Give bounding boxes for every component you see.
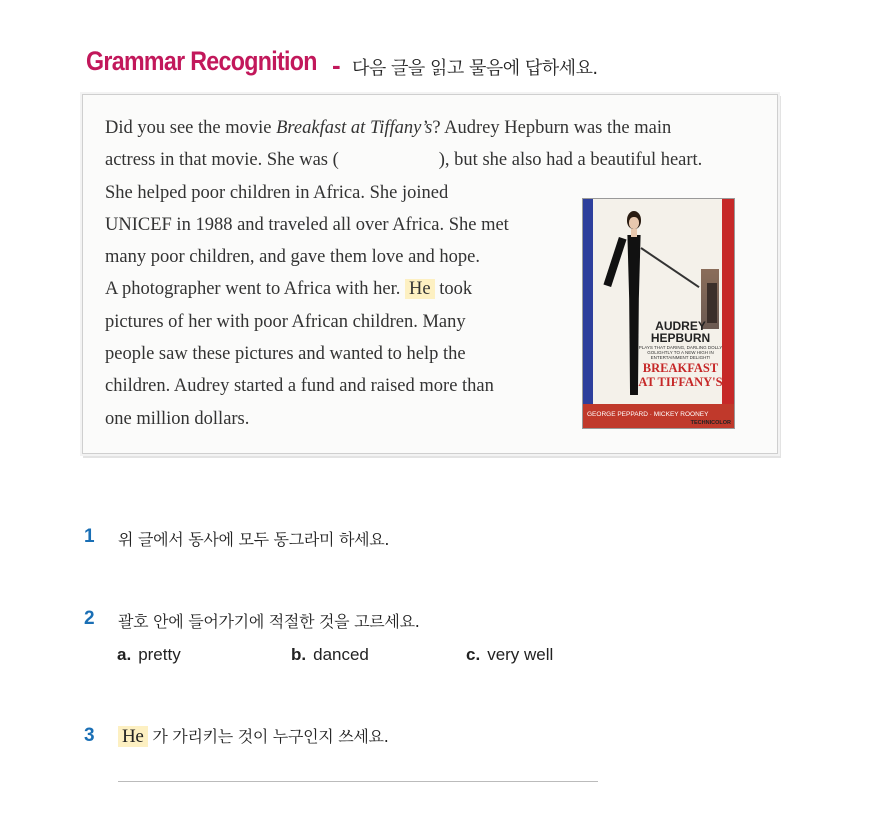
answer-line[interactable] xyxy=(118,781,598,782)
highlighted-he: He xyxy=(405,279,435,299)
passage-line: many poor children, and gave them love and hope. xyxy=(105,247,481,268)
passage-line: Did you see the movie Breakfast at Tiffany’s? Audrey Hepburn was the main xyxy=(105,118,672,138)
section-title xyxy=(86,46,598,80)
option-letter: a. xyxy=(117,645,132,664)
movie-title: Breakfast at Tiffany’s xyxy=(276,118,433,138)
poster-credits: GEORGE PEPPARD · MICKEY ROONEY xyxy=(587,411,709,418)
passage-line: A photographer went to Africa with her. He took xyxy=(105,279,473,300)
question-number: 2 xyxy=(84,608,95,629)
option-text: pretty xyxy=(138,645,181,664)
question-number: 1 xyxy=(84,526,95,547)
passage-line: people saw these pictures and wanted to help the xyxy=(105,344,466,365)
movie-poster-image xyxy=(582,198,735,429)
poster-scene-figure xyxy=(707,283,717,323)
option-letter: b. xyxy=(291,645,307,664)
question-text: 가 가리키는 것이 누구인지 쓰세요. xyxy=(152,727,389,746)
option-text: danced xyxy=(313,645,369,664)
passage-line: children. Audrey started a fund and raised more than xyxy=(105,376,494,397)
title-main: Grammar Recognition xyxy=(86,46,317,76)
option-letter: c. xyxy=(466,645,481,664)
poster-stripe-left xyxy=(583,199,593,404)
option-text: very well xyxy=(487,645,554,664)
option-a[interactable] xyxy=(117,645,181,665)
poster-technicolor: TECHNICOLOR xyxy=(690,420,731,426)
question-text: 위 글에서 동사에 모두 동그라미 하세요. xyxy=(118,530,390,549)
poster-actor-last: HEPBURN xyxy=(650,331,711,345)
option-b[interactable] xyxy=(291,645,369,665)
poster-title-2: AT TIFFANY'S xyxy=(638,375,723,389)
question-number: 3 xyxy=(84,725,95,746)
passage-line: one million dollars. xyxy=(105,408,250,429)
question-text: 괄호 안에 들어가기에 적절한 것을 고르세요. xyxy=(118,612,420,631)
poster-title-1: BREAKFAST xyxy=(642,361,719,375)
poster-tagline: PLAYS THAT DARING, DARLING DOLLY GOLIGHTLY TO A NEW HIGH IN ENTERTAINMENT DELIGHT! xyxy=(638,345,723,360)
passage-line: UNICEF in 1988 and traveled all over Africa. She met xyxy=(105,214,509,235)
title-dash: - xyxy=(332,50,341,80)
passage-line: She helped poor children in Africa. She joined xyxy=(105,182,449,203)
option-c[interactable] xyxy=(466,645,553,665)
passage-line: actress in that movie. She was ( ), but she also had a beautiful heart. xyxy=(105,150,703,171)
highlighted-he: He xyxy=(118,726,148,747)
poster-actor-first: AUDREY xyxy=(655,319,706,333)
title-instruction: 다음 글을 읽고 물음에 답하세요. xyxy=(352,58,598,79)
passage-line: pictures of her with poor African children. Many xyxy=(105,311,466,332)
